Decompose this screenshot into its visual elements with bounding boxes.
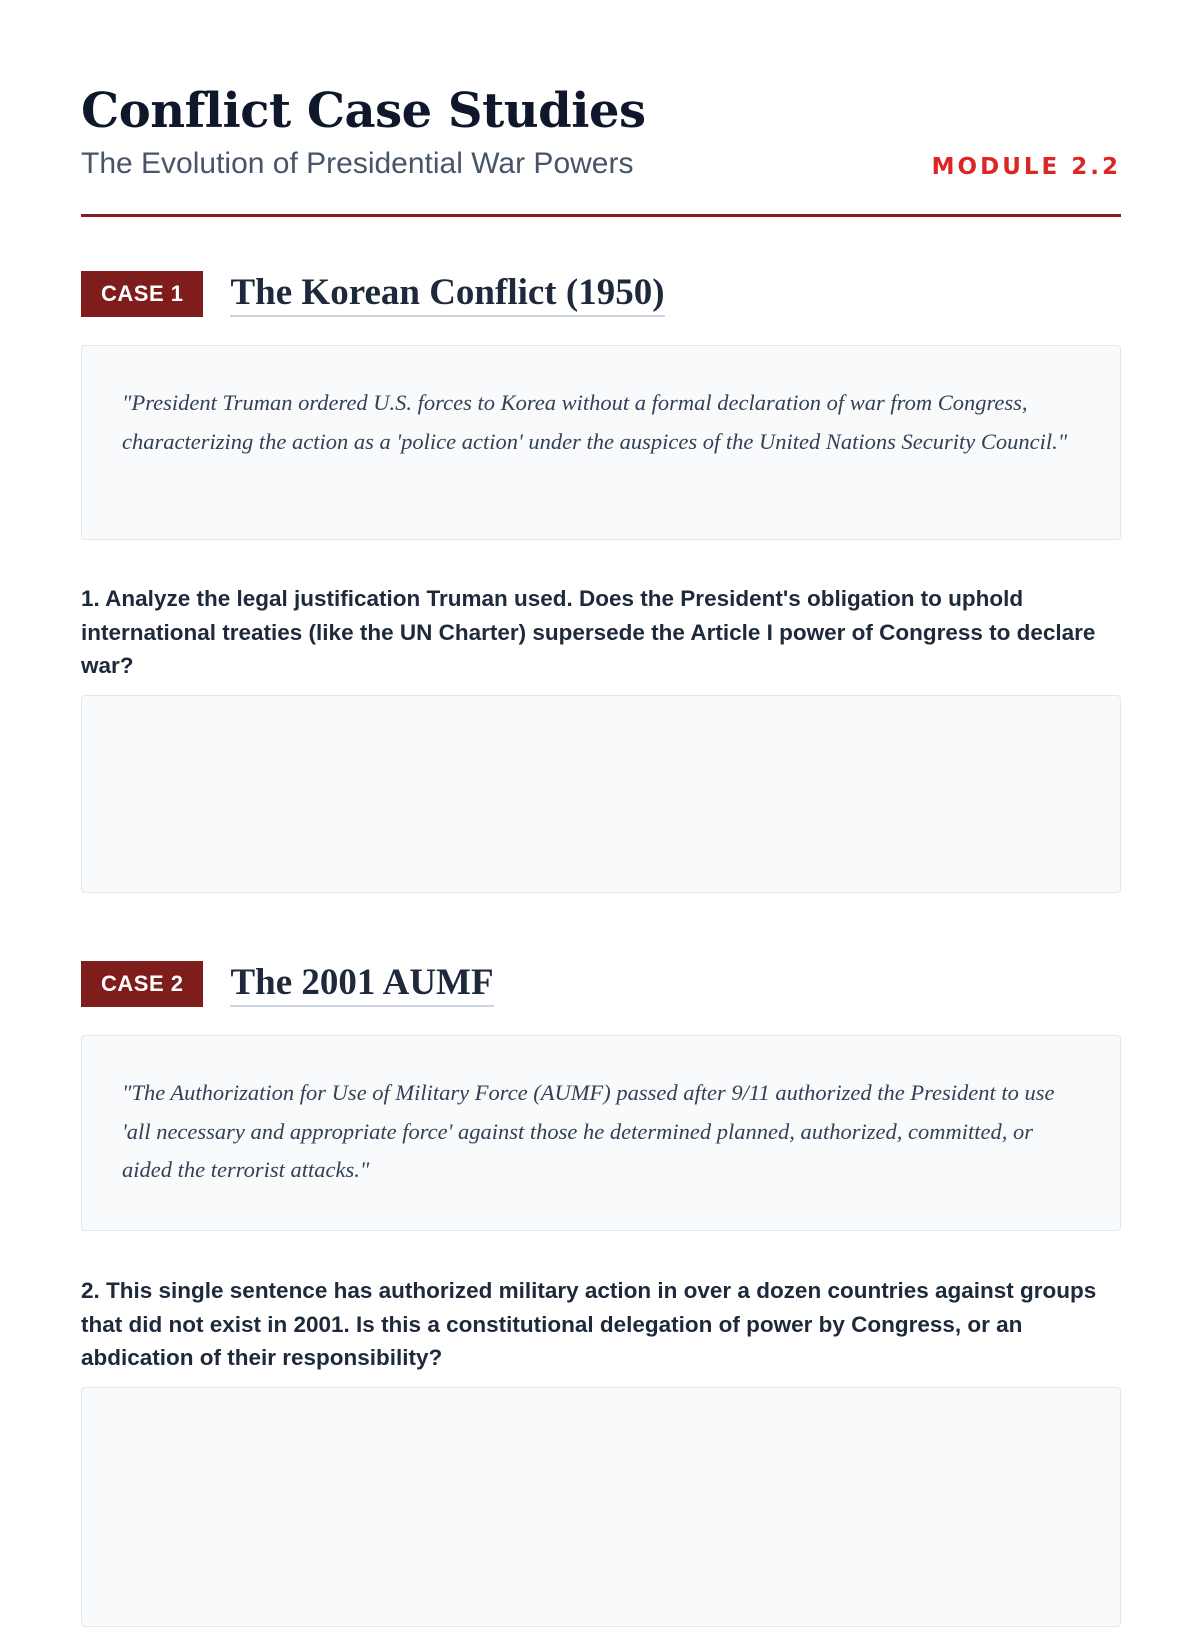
page-subtitle: The Evolution of Presidential War Powers: [81, 147, 634, 180]
case-2-heading: [81, 960, 494, 1008]
case-badge: CASE 2: [81, 961, 203, 1007]
page-header: [81, 0, 1121, 217]
page-title: Conflict Case Studies: [81, 83, 646, 139]
case-badge: CASE 1: [81, 271, 203, 317]
question-2: 2. This single sentence has authorized military action in over a dozen countries against groups that did not exist in 2001. Is this a constitutional delegation of power by Congress, or an abdication of their responsibility?: [81, 1278, 1097, 1370]
answer-1-input[interactable]: [81, 695, 1121, 893]
case-quote-box: [81, 345, 1121, 540]
module-label: MODULE 2.2: [931, 154, 1121, 180]
answer-2-input[interactable]: [81, 1387, 1121, 1627]
case-1-heading: [81, 270, 665, 318]
question-1: 1. Analyze the legal justification Truman used. Does the President's obligation to uphold international treaties (like the UN Charter) supersede the Article I power of Congress to declare war?: [81, 586, 1096, 678]
case-title: The Korean Conflict (1950): [230, 271, 664, 317]
case-quote: "President Truman ordered U.S. forces to Korea without a formal declaration of war from Congress, characterizing the action as a 'police action' under the auspices of the United Nations Security Council.": [122, 390, 1068, 454]
worksheet-page: [81, 0, 1121, 1370]
case-title: The 2001 AUMF: [230, 961, 493, 1007]
case-quote-box: [81, 1035, 1121, 1231]
case-quote: "The Authorization for Use of Military Force (AUMF) passed after 9/11 authorized the President to use 'all necessary and appropriate force' against those he determined planned, authorized, committed, or aided the terrorist attacks.": [122, 1080, 1055, 1182]
